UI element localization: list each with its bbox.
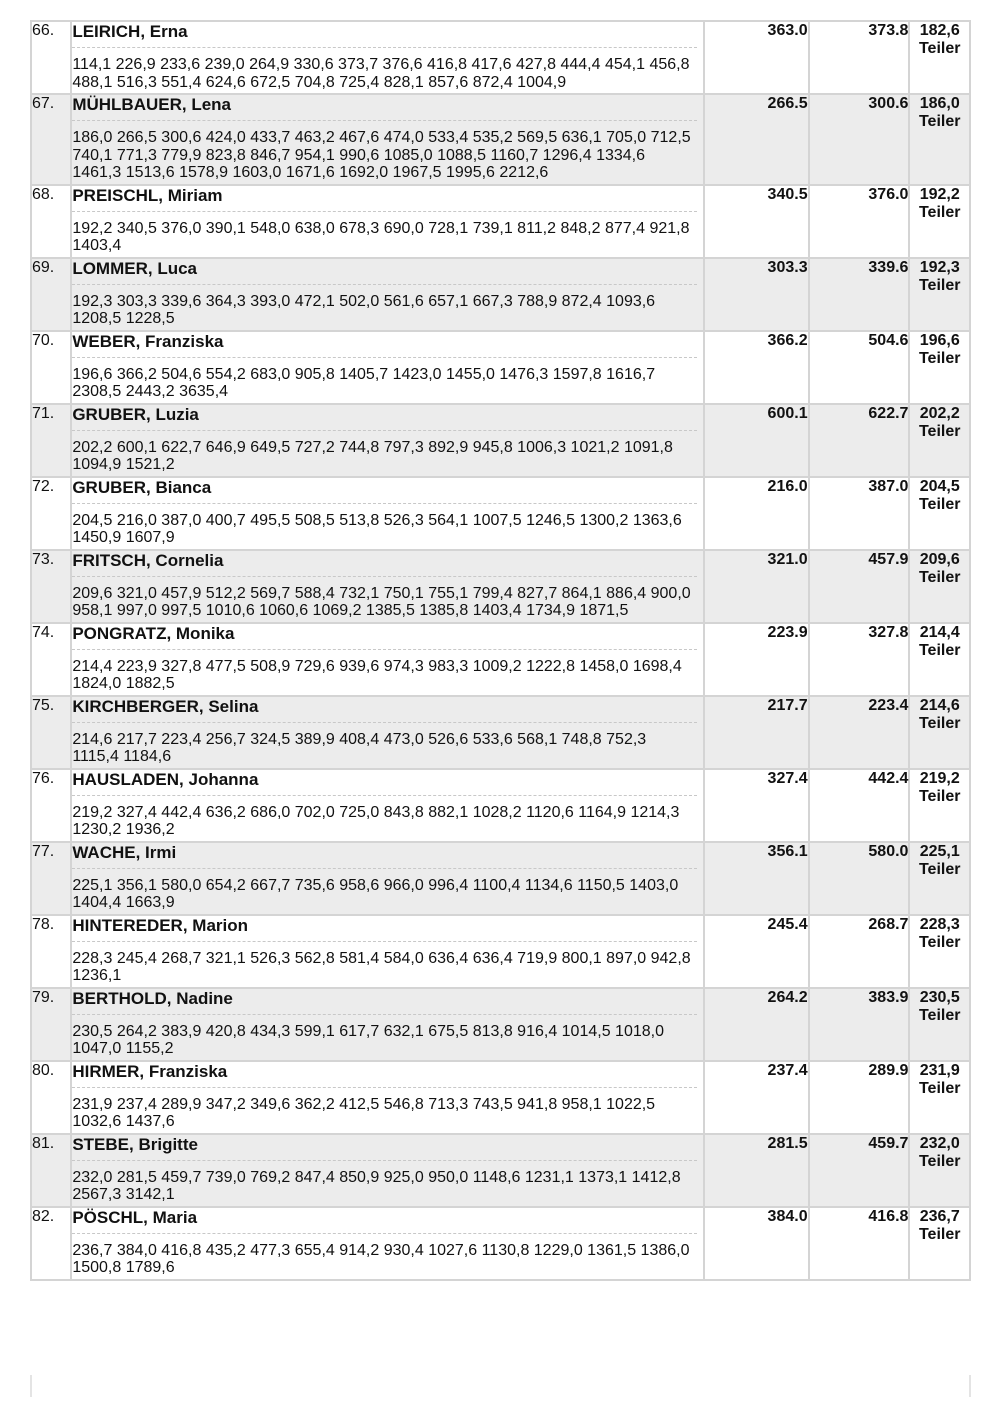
shot-values: 204,5 216,0 387,0 400,7 495,5 508,5 513,8 526,3 564,1 1007,5 1246,5 1300,2 1363,6 1450,9 1607,9 (72, 511, 682, 546)
shooter-name: PÖSCHL, Maria (72, 1208, 696, 1234)
rank-number: 79. (32, 988, 55, 1006)
score-2: 339.6 (868, 258, 909, 276)
rank-cell (31, 988, 71, 1061)
rank-number: 81. (32, 1134, 55, 1152)
best-teiler-value: 182,6 (919, 22, 960, 39)
shooter-cell (71, 915, 703, 988)
rank-cell (31, 1134, 71, 1207)
rank-cell (31, 1207, 71, 1280)
score-1: 223.9 (767, 623, 808, 641)
best-teiler-cell (909, 477, 970, 550)
teiler-label: Teiler (918, 40, 961, 57)
score-2: 376.0 (868, 185, 909, 203)
score-2: 268.7 (868, 915, 909, 933)
table-row (31, 258, 970, 331)
shot-values: 219,2 327,4 442,4 636,2 686,0 702,0 725,0 843,8 882,1 1028,2 1120,6 1164,9 1214,3 1230,2 1936,2 (72, 803, 680, 838)
score-1: 340.5 (767, 185, 808, 203)
score-1-cell (704, 1207, 809, 1280)
shooter-cell (71, 1134, 703, 1207)
score-1: 237.4 (767, 1061, 808, 1079)
score-1: 363.0 (767, 22, 808, 39)
best-teiler-cell (909, 1207, 970, 1280)
rank-number: 67. (32, 95, 55, 112)
shooter-name: KIRCHBERGER, Selina (72, 697, 696, 723)
rank-number: 82. (32, 1207, 55, 1225)
teiler-label: Teiler (918, 1152, 961, 1170)
best-teiler-cell (909, 1061, 970, 1134)
rank-number: 69. (32, 258, 55, 276)
table-row (31, 769, 970, 842)
rank-number: 75. (32, 696, 55, 714)
score-1: 245.4 (767, 915, 808, 933)
table-continuation (30, 1375, 971, 1397)
shot-values: 225,1 356,1 580,0 654,2 667,7 735,6 958,6 966,0 996,4 1100,4 1134,6 1150,5 1403,0 1404,4 1663,9 (72, 876, 679, 911)
shot-values: 214,4 223,9 327,8 477,5 508,9 729,6 939,6 974,3 983,3 1009,2 1222,8 1458,0 1698,4 1824,0 1882,5 (72, 657, 682, 692)
score-1-cell (704, 623, 809, 696)
shooter-name: LOMMER, Luca (72, 259, 696, 285)
score-1: 216.0 (767, 477, 808, 495)
shooter-cell (71, 404, 703, 477)
best-teiler-cell (909, 185, 970, 258)
teiler-label: Teiler (918, 422, 961, 440)
rank-cell (31, 94, 71, 185)
shooter-name: STEBE, Brigitte (72, 1135, 696, 1161)
score-1: 264.2 (767, 988, 808, 1006)
score-2: 504.6 (868, 331, 909, 349)
score-1-cell (704, 842, 809, 915)
table-row (31, 696, 970, 769)
rank-cell (31, 769, 71, 842)
best-teiler-value: 230,5 (919, 988, 960, 1006)
score-1-cell (704, 696, 809, 769)
best-teiler-value: 214,4 (919, 623, 960, 641)
score-2-cell (809, 696, 910, 769)
score-2-cell (809, 623, 910, 696)
score-1-cell (704, 477, 809, 550)
score-2: 416.8 (868, 1207, 909, 1225)
rank-cell (31, 477, 71, 550)
score-1-cell (704, 769, 809, 842)
best-teiler-cell (909, 915, 970, 988)
shooter-cell (71, 477, 703, 550)
teiler-label: Teiler (918, 276, 961, 294)
shooter-name: PONGRATZ, Monika (72, 624, 696, 650)
shot-values: 192,3 303,3 339,6 364,3 393,0 472,1 502,0 561,6 657,1 667,3 788,9 872,4 1093,6 1208,5 1228,5 (72, 292, 656, 327)
rank-cell (31, 258, 71, 331)
rank-cell (31, 404, 71, 477)
score-1-cell (704, 331, 809, 404)
rank-number: 74. (32, 623, 55, 641)
shooter-name: PREISCHL, Miriam (72, 186, 696, 212)
score-2-cell (809, 1061, 910, 1134)
shot-values: 232,0 281,5 459,7 739,0 769,2 847,4 850,9 925,0 950,0 1148,6 1231,1 1373,1 1412,8 2567,3 3142,1 (72, 1168, 681, 1203)
shooter-cell (71, 21, 703, 94)
table-row (31, 988, 970, 1061)
rank-number: 68. (32, 185, 55, 203)
score-1: 356.1 (767, 842, 808, 860)
best-teiler-cell (909, 842, 970, 915)
table-row (31, 21, 970, 94)
score-2-cell (809, 842, 910, 915)
teiler-label: Teiler (918, 349, 961, 367)
table-row (31, 331, 970, 404)
best-teiler-cell (909, 331, 970, 404)
best-teiler-cell (909, 258, 970, 331)
best-teiler-cell (909, 404, 970, 477)
score-2: 300.6 (868, 95, 909, 112)
score-2-cell (809, 769, 910, 842)
rank-number: 77. (32, 842, 55, 860)
score-2: 289.9 (868, 1061, 909, 1079)
rank-cell (31, 696, 71, 769)
teiler-label: Teiler (918, 1225, 961, 1243)
score-2: 459.7 (868, 1134, 909, 1152)
best-teiler-value: 232,0 (919, 1134, 960, 1152)
score-1-cell (704, 185, 809, 258)
rank-number: 72. (32, 477, 55, 495)
shooter-name: GRUBER, Bianca (72, 478, 696, 504)
table-row (31, 477, 970, 550)
shooter-name: GRUBER, Luzia (72, 405, 696, 431)
shot-values: 192,2 340,5 376,0 390,1 548,0 638,0 678,3 690,0 728,1 739,1 811,2 848,2 877,4 921,8 1403,4 (72, 219, 690, 254)
shooter-name: WEBER, Franziska (72, 332, 696, 358)
best-teiler-cell (909, 94, 970, 185)
teiler-label: Teiler (918, 568, 961, 586)
shooter-cell (71, 842, 703, 915)
score-2: 373.8 (868, 22, 909, 39)
results-body (31, 21, 970, 1280)
rank-cell (31, 623, 71, 696)
rank-number: 71. (32, 404, 55, 422)
best-teiler-value: 196,6 (919, 331, 960, 349)
score-2-cell (809, 988, 910, 1061)
rank-number: 73. (32, 550, 55, 568)
best-teiler-cell (909, 988, 970, 1061)
teiler-label: Teiler (918, 1006, 961, 1024)
table-row (31, 185, 970, 258)
score-2: 442.4 (868, 769, 909, 787)
score-2: 223.4 (868, 696, 909, 714)
best-teiler-cell (909, 21, 970, 94)
best-teiler-cell (909, 550, 970, 623)
teiler-label: Teiler (918, 1079, 961, 1097)
score-1: 600.1 (767, 404, 808, 422)
best-teiler-value: 209,6 (919, 550, 960, 568)
shot-values: 236,7 384,0 416,8 435,2 477,3 655,4 914,2 930,4 1027,6 1130,8 1229,0 1361,5 1386,0 1500,8 1789,6 (72, 1241, 690, 1276)
score-2-cell (809, 21, 910, 94)
score-2-cell (809, 185, 910, 258)
best-teiler-value: 214,6 (919, 696, 960, 714)
best-teiler-cell (909, 769, 970, 842)
shooter-cell (71, 94, 703, 185)
best-teiler-cell (909, 696, 970, 769)
shooter-name: FRITSCH, Cornelia (72, 551, 696, 577)
score-2: 387.0 (868, 477, 909, 495)
shooter-cell (71, 696, 703, 769)
best-teiler-value: 228,3 (919, 915, 960, 933)
shooter-cell (71, 550, 703, 623)
best-teiler-value: 236,7 (919, 1207, 960, 1225)
score-1: 217.7 (767, 696, 808, 714)
shot-values: 230,5 264,2 383,9 420,8 434,3 599,1 617,7 632,1 675,5 813,8 916,4 1014,5 1018,0 1047,0 1155,2 (72, 1022, 664, 1057)
score-1: 384.0 (767, 1207, 808, 1225)
shooter-name: HINTEREDER, Marion (72, 916, 696, 942)
score-2: 327.8 (868, 623, 909, 641)
score-1: 266.5 (767, 95, 808, 112)
rank-cell (31, 550, 71, 623)
table-row (31, 623, 970, 696)
teiler-label: Teiler (918, 113, 961, 130)
score-2-cell (809, 258, 910, 331)
score-1: 303.3 (767, 258, 808, 276)
score-1-cell (704, 550, 809, 623)
score-1-cell (704, 988, 809, 1061)
best-teiler-value: 202,2 (919, 404, 960, 422)
rank-cell (31, 915, 71, 988)
table-row (31, 915, 970, 988)
score-1-cell (704, 404, 809, 477)
teiler-label: Teiler (918, 203, 961, 221)
score-2-cell (809, 550, 910, 623)
shooter-cell (71, 185, 703, 258)
score-2-cell (809, 915, 910, 988)
rank-number: 78. (32, 915, 55, 933)
teiler-label: Teiler (918, 787, 961, 805)
score-2-cell (809, 477, 910, 550)
table-row (31, 1134, 970, 1207)
score-2: 457.9 (868, 550, 909, 568)
shot-values: 202,2 600,1 622,7 646,9 649,5 727,2 744,8 797,3 892,9 945,8 1006,3 1021,2 1091,8 1094,9 1521,2 (72, 438, 673, 473)
results-table (30, 20, 971, 1281)
shooter-name: HIRMER, Franziska (72, 1062, 696, 1088)
table-row (31, 1207, 970, 1280)
shooter-cell (71, 1061, 703, 1134)
score-2: 622.7 (868, 404, 909, 422)
teiler-label: Teiler (918, 641, 961, 659)
teiler-label: Teiler (918, 495, 961, 513)
results-sheet (30, 20, 971, 1281)
best-teiler-value: 186,0 (919, 95, 960, 112)
rank-cell (31, 331, 71, 404)
shooter-name: BERTHOLD, Nadine (72, 989, 696, 1015)
shooter-name: HAUSLADEN, Johanna (72, 770, 696, 796)
score-1: 321.0 (767, 550, 808, 568)
rank-cell (31, 1061, 71, 1134)
shot-values: 231,9 237,4 289,9 347,2 349,6 362,2 412,5 546,8 713,3 743,5 941,8 958,1 1022,5 1032,6 1437,6 (72, 1095, 656, 1130)
score-2-cell (809, 1207, 910, 1280)
best-teiler-value: 219,2 (919, 769, 960, 787)
teiler-label: Teiler (918, 714, 961, 732)
shot-values: 214,6 217,7 223,4 256,7 324,5 389,9 408,4 473,0 526,6 533,6 568,1 748,8 752,3 1115,4 1184,6 (72, 730, 647, 765)
table-row (31, 842, 970, 915)
score-1-cell (704, 915, 809, 988)
shooter-cell (71, 331, 703, 404)
score-2-cell (809, 331, 910, 404)
score-1-cell (704, 1134, 809, 1207)
best-teiler-cell (909, 623, 970, 696)
rank-cell (31, 842, 71, 915)
best-teiler-value: 192,2 (919, 185, 960, 203)
shot-values: 209,6 321,0 457,9 512,2 569,7 588,4 732,1 750,1 755,1 799,4 827,7 864,1 886,4 900,0 958,1 997,0 997,5 1010,6 1060,6 1069,2 1385,5 1385,8 1403,4 1734,9 1871,5 (72, 584, 691, 619)
shooter-cell (71, 623, 703, 696)
score-1-cell (704, 94, 809, 185)
shooter-name: MÜHLBAUER, Lena (72, 95, 696, 121)
shooter-cell (71, 988, 703, 1061)
score-2: 383.9 (868, 988, 909, 1006)
table-row (31, 550, 970, 623)
score-2-cell (809, 94, 910, 185)
score-2-cell (809, 404, 910, 477)
rank-number: 76. (32, 769, 55, 787)
shot-values: 196,6 366,2 504,6 554,2 683,0 905,8 1405,7 1423,0 1455,0 1476,3 1597,8 1616,7 2308,5 2443,2 3635,4 (72, 365, 656, 400)
rank-cell (31, 21, 71, 94)
best-teiler-value: 192,3 (919, 258, 960, 276)
best-teiler-value: 204,5 (919, 477, 960, 495)
rank-number: 80. (32, 1061, 55, 1079)
rank-cell (31, 185, 71, 258)
best-teiler-cell (909, 1134, 970, 1207)
shooter-cell (71, 1207, 703, 1280)
rank-number: 70. (32, 331, 55, 349)
shot-values: 228,3 245,4 268,7 321,1 526,3 562,8 581,4 584,0 636,4 636,4 719,9 800,1 897,0 942,8 1236,1 (72, 949, 691, 984)
score-2-cell (809, 1134, 910, 1207)
rank-number: 66. (32, 22, 55, 39)
score-1-cell (704, 258, 809, 331)
best-teiler-value: 225,1 (919, 842, 960, 860)
best-teiler-value: 231,9 (919, 1061, 960, 1079)
table-row (31, 1061, 970, 1134)
table-row (31, 404, 970, 477)
teiler-label: Teiler (918, 933, 961, 951)
teiler-label: Teiler (918, 860, 961, 878)
shooter-cell (71, 769, 703, 842)
score-1-cell (704, 21, 809, 94)
score-1: 366.2 (767, 331, 808, 349)
score-1: 327.4 (767, 769, 808, 787)
shot-values: 186,0 266,5 300,6 424,0 433,7 463,2 467,6 474,0 533,4 535,2 569,5 636,1 705,0 712,5 740,1 771,3 779,9 823,8 846,7 954,1 990,6 1085,0 1088,5 1160,7 1296,4 1334,6 1461,3 1513,6 1578,9 1603,0 1671,6 1692,0 1967,5 1995,6 2212,6 (72, 129, 691, 181)
shooter-name: LEIRICH, Erna (72, 22, 696, 48)
shooter-name: WACHE, Irmi (72, 843, 696, 869)
score-1: 281.5 (767, 1134, 808, 1152)
score-1-cell (704, 1061, 809, 1134)
shooter-cell (71, 258, 703, 331)
score-2: 580.0 (868, 842, 909, 860)
shot-values: 114,1 226,9 233,6 239,0 264,9 330,6 373,7 376,6 416,8 417,6 427,8 444,4 454,1 456,8 488,1 516,3 551,4 624,6 672,5 704,8 725,4 828,1 857,6 872,4 1004,9 (72, 56, 690, 91)
table-row (31, 94, 970, 185)
